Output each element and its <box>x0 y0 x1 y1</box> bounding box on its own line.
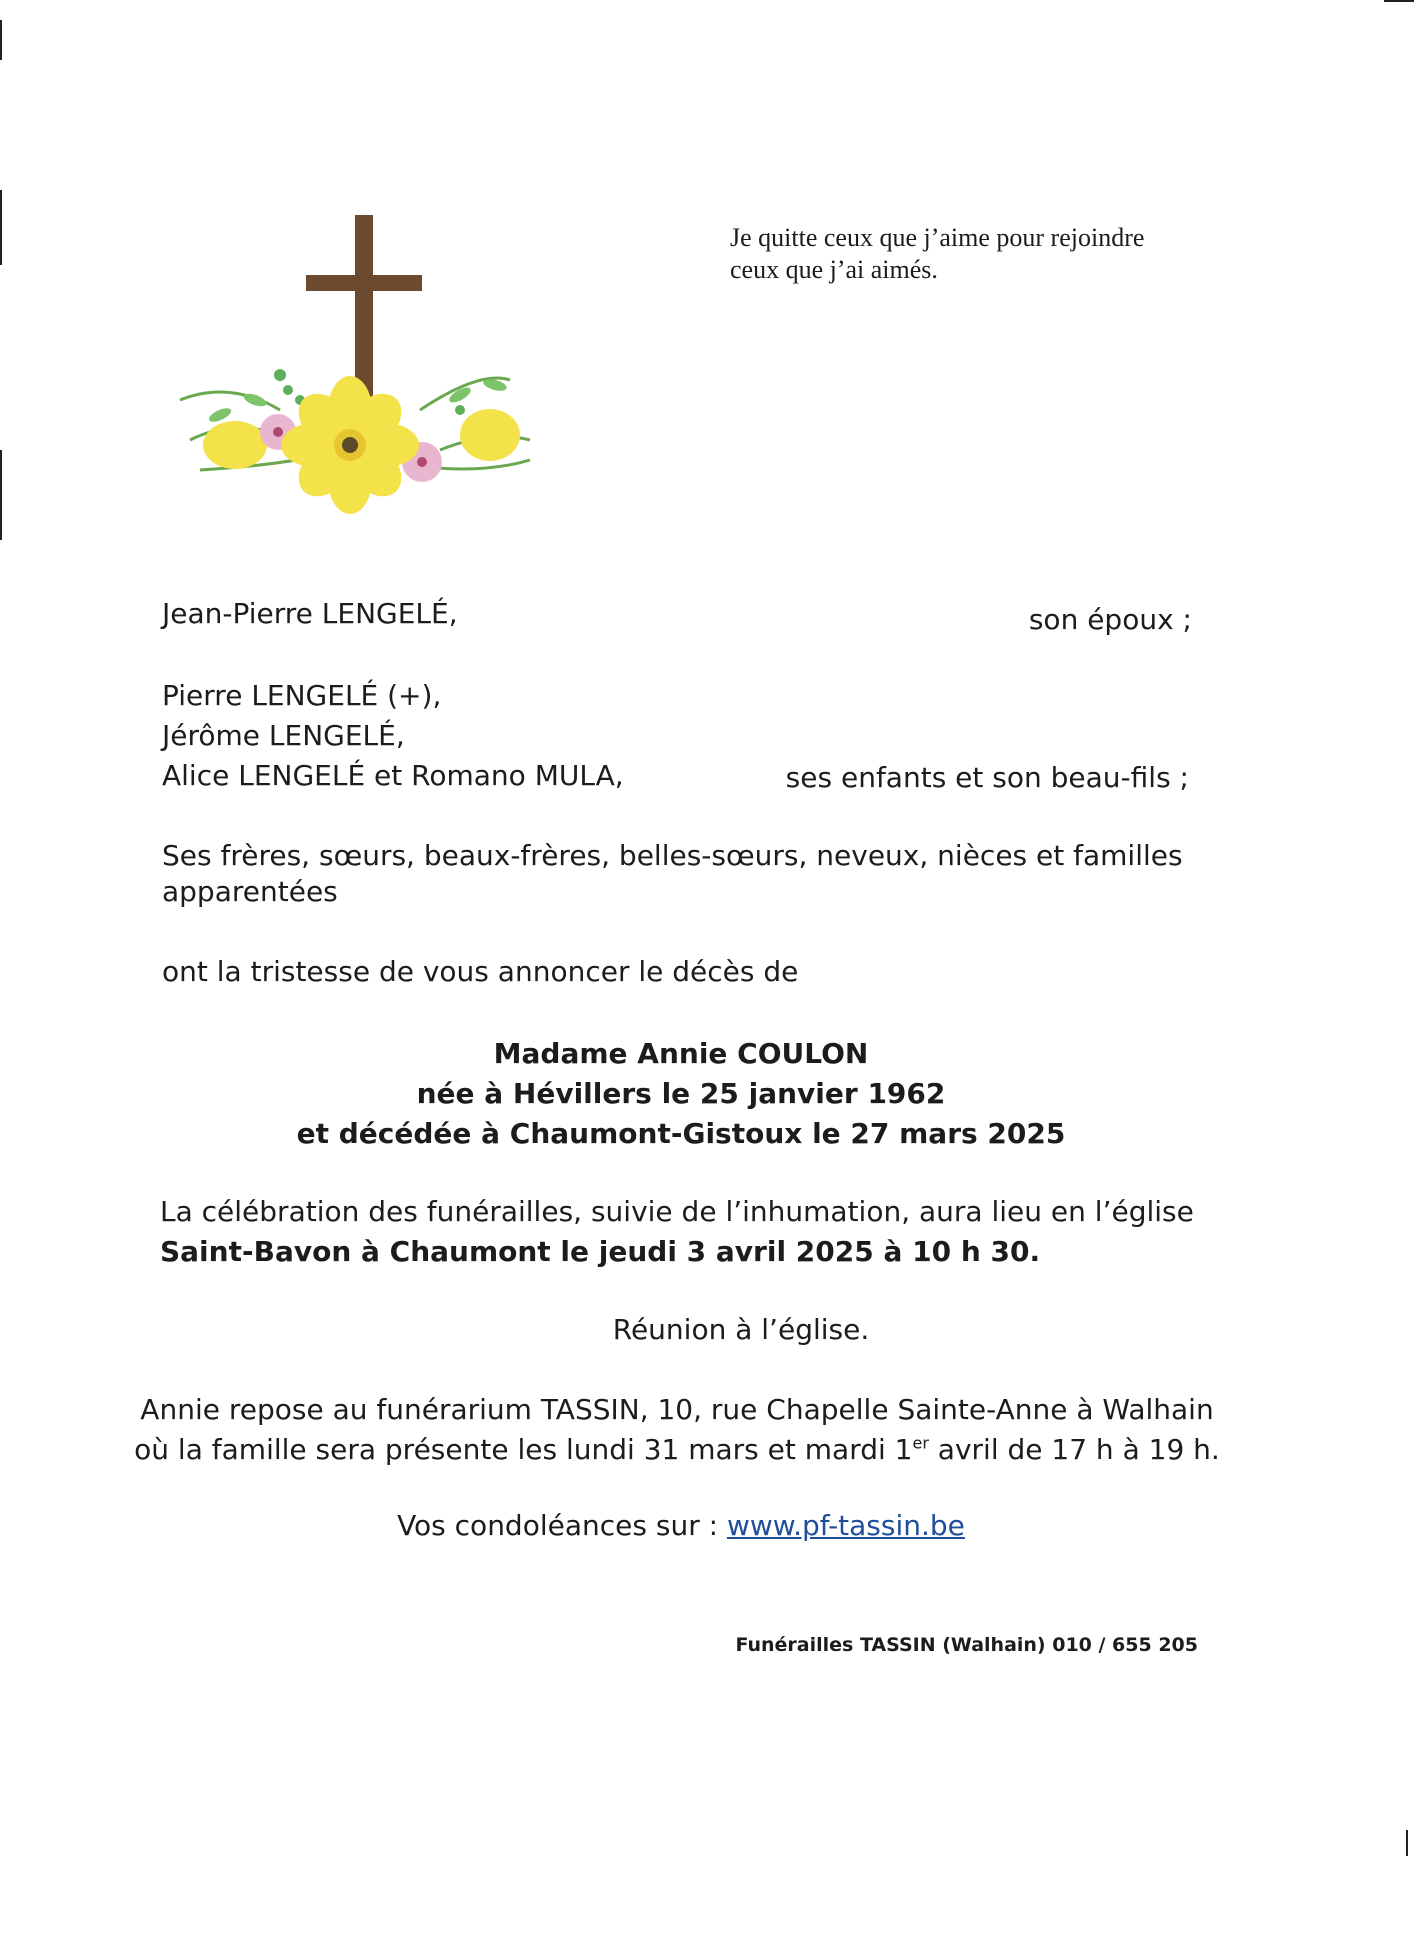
visitation-line <box>0 1430 1354 1470</box>
spouse-name: Jean-Pierre LENGELÉ, <box>162 597 458 630</box>
announcement: ont la tristesse de vous annoncer le décès de <box>162 955 799 988</box>
superscript: er <box>912 1433 929 1453</box>
deceased-death: et décédée à Chaumont-Gistoux le 27 mars 2025 <box>296 1117 1066 1150</box>
relatives-line: apparentées <box>162 875 338 908</box>
scan-mark <box>1406 1830 1408 1856</box>
relatives-line: Ses frères, sœurs, beaux-frères, belles-sœurs, neveux, nièces et familles <box>162 839 1183 872</box>
child-line: Alice LENGELÉ et Romano MULA, <box>162 759 624 792</box>
cross-flowers-illustration <box>160 210 550 520</box>
visitation-text: où la famille sera présente les lundi 31 mars et mardi 1 <box>134 1433 913 1466</box>
ceremony-line: La célébration des funérailles, suivie de l’inhumation, aura lieu en l’église <box>160 1195 1194 1228</box>
scan-mark <box>0 20 2 60</box>
meeting: Réunion à l’église. <box>612 1313 870 1346</box>
spouse-relation: son époux ; <box>1028 603 1192 636</box>
child-line: Jérôme LENGELÉ, <box>162 719 405 752</box>
children-list <box>162 676 624 796</box>
ceremony <box>160 1192 1194 1272</box>
quote-line: Je quitte ceux que j’aime pour rejoindre <box>730 223 1145 252</box>
scan-mark <box>1384 0 1414 2</box>
visitation-line: Annie repose au funérarium TASSIN, 10, rue Chapelle Sainte-Anne à Walhain <box>140 1393 1214 1426</box>
quote-line: ceux que j’ai aimés. <box>730 255 938 284</box>
deceased-block <box>0 1034 1362 1154</box>
quote <box>730 222 1144 286</box>
condolences-label: Vos condoléances sur : <box>397 1509 727 1542</box>
deceased-birth: née à Hévillers le 25 janvier 1962 <box>416 1077 946 1110</box>
visitation <box>0 1390 1354 1470</box>
condolences-link[interactable]: www.pf-tassin.be <box>726 1509 965 1542</box>
relatives <box>162 838 1183 910</box>
visitation-text: avril de 17 h à 19 h. <box>928 1433 1220 1466</box>
footer-contact: Funérailles TASSIN (Walhain) 010 / 655 205 <box>735 1634 1198 1656</box>
condolences <box>0 1506 1362 1546</box>
deceased-name: Madame Annie COULON <box>493 1037 869 1070</box>
scan-mark <box>0 450 2 540</box>
children-relation: ses enfants et son beau-fils ; <box>785 761 1189 794</box>
child-line: Pierre LENGELÉ (+), <box>162 679 442 712</box>
ceremony-place-date: Saint-Bavon à Chaumont le jeudi 3 avril 2025 à 10 h 30. <box>160 1235 1041 1268</box>
scan-mark <box>0 190 2 265</box>
